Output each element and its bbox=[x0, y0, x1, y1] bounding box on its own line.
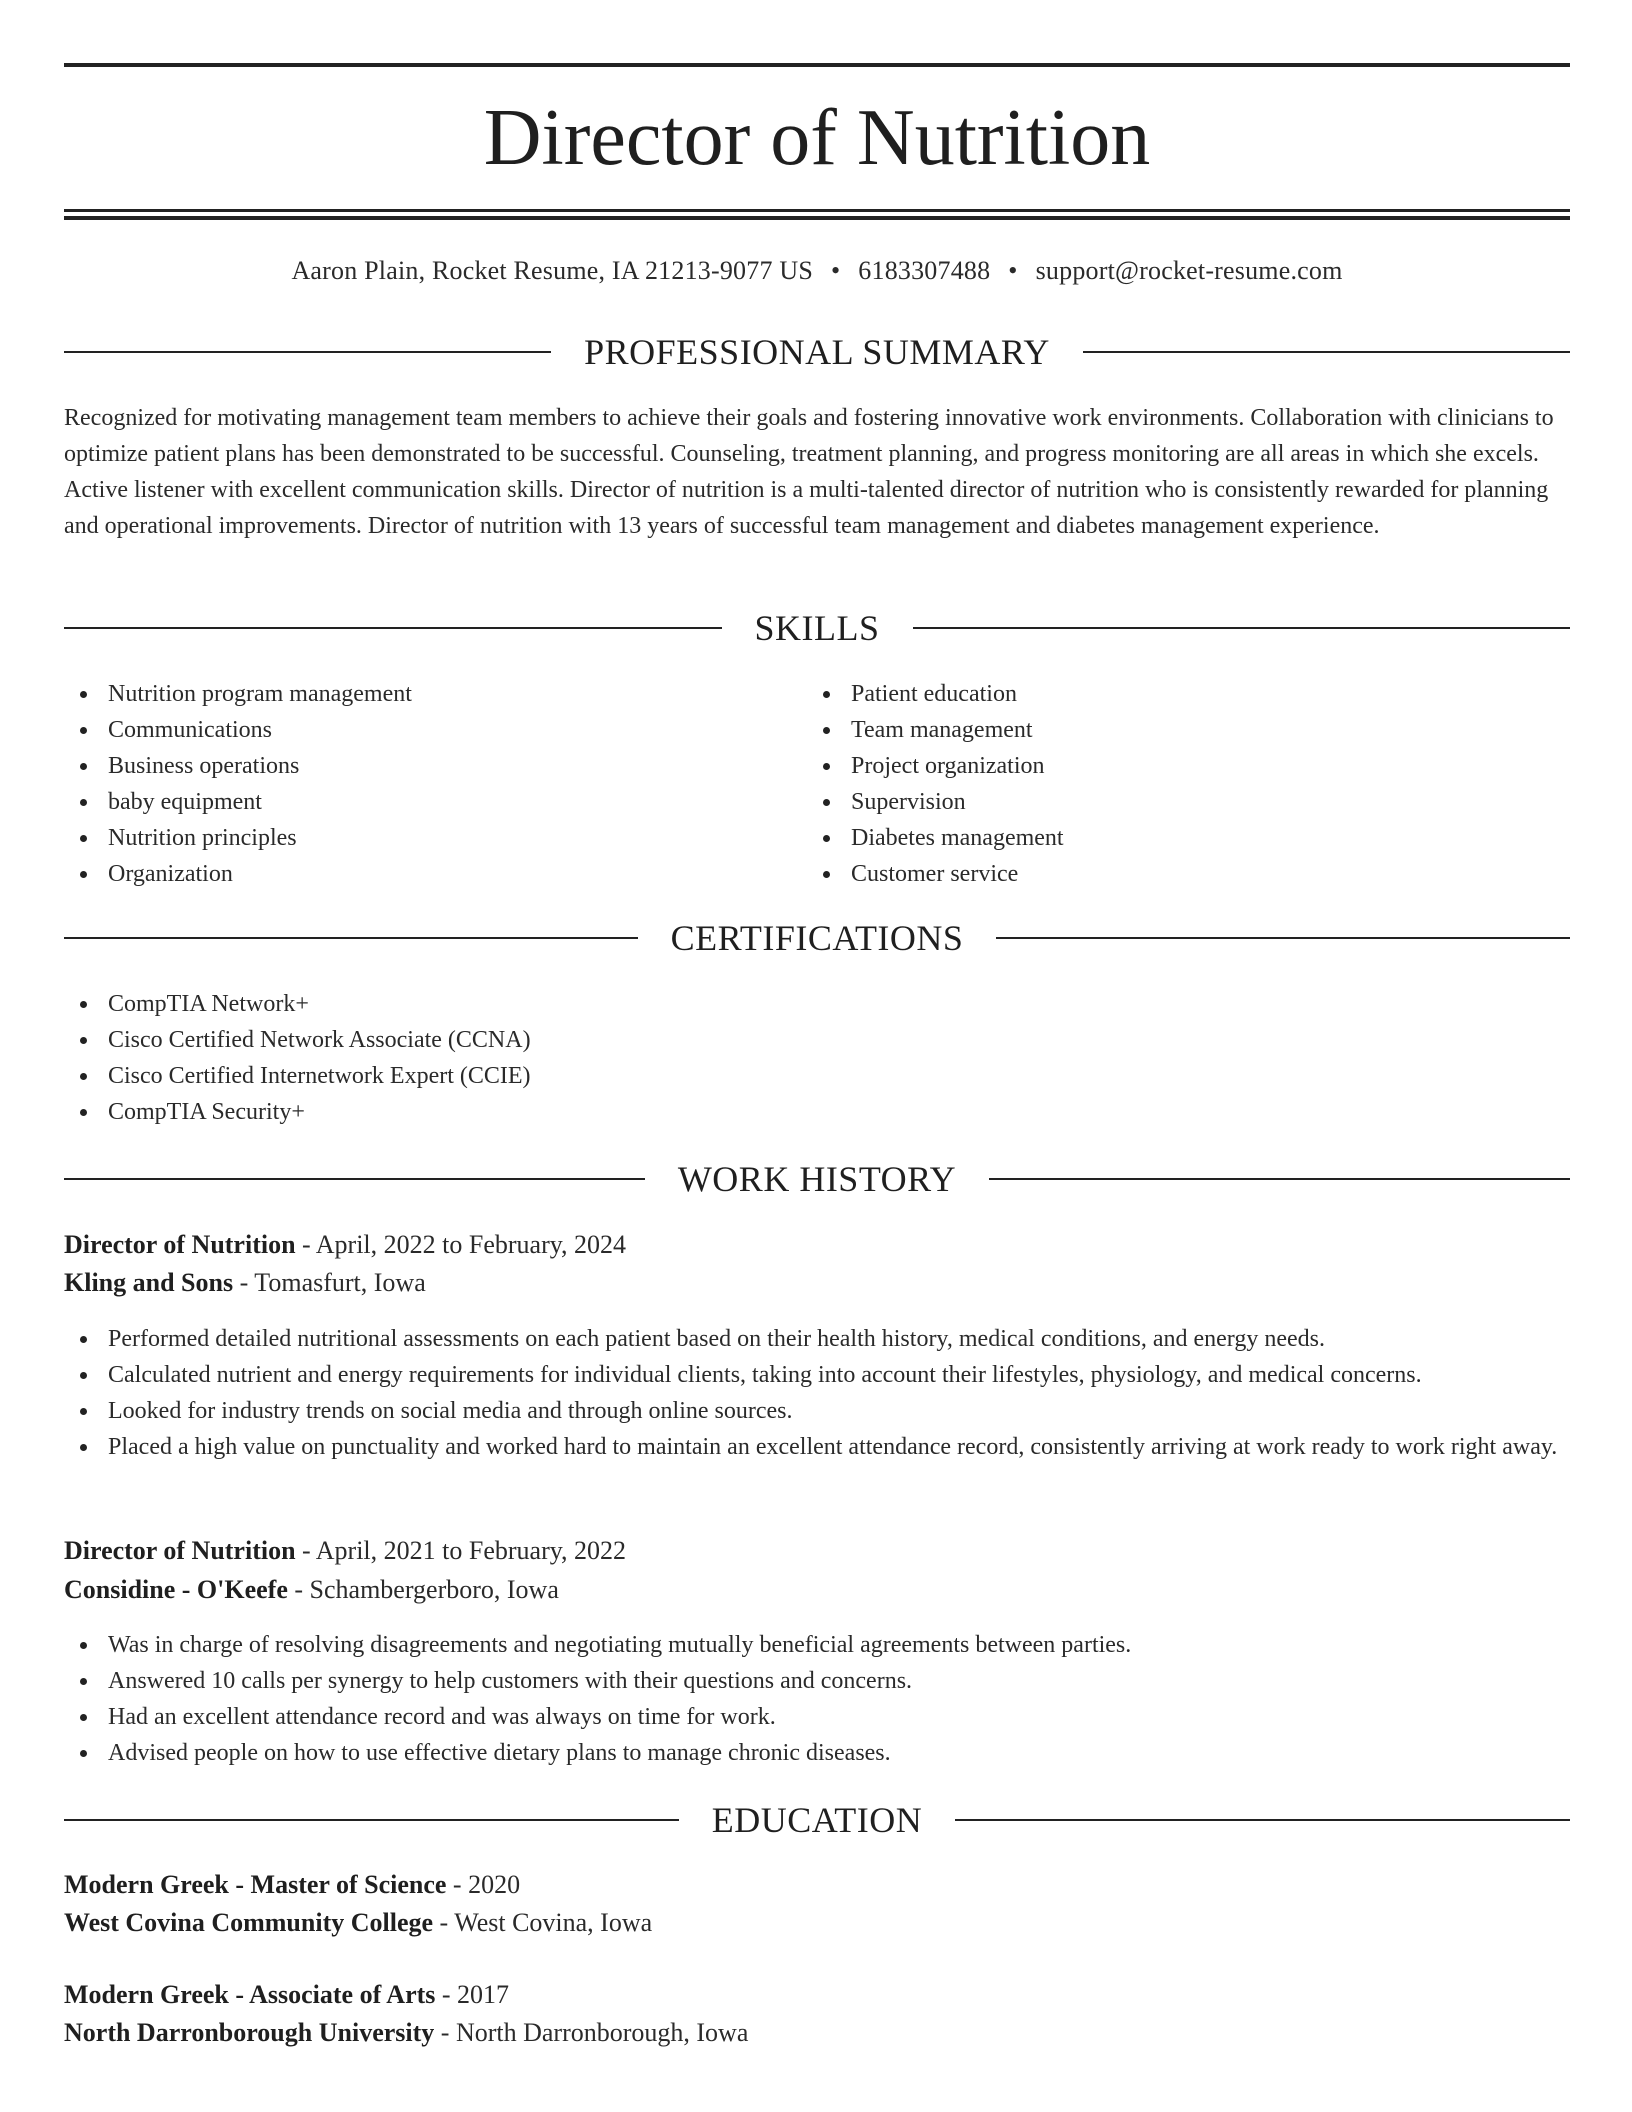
job-bullet: Performed detailed nutritional assessments on each patient based on their health history, medical conditions, and energy needs. bbox=[108, 1326, 1325, 1352]
list-item bbox=[64, 1022, 1570, 1058]
certification-label: CompTIA Security+ bbox=[108, 1099, 305, 1125]
skills-column-right bbox=[807, 676, 1507, 892]
list-item bbox=[807, 676, 1507, 712]
summary-text: Recognized for motivating management team members to achieve their goals and fostering innovative work environments. Collaboration with clinicians to optimize patient plans has been demonstrated to be successful. Counseling, treatment planning, and progress monitoring are all areas in which she excels. Active listener with excellent communication skills. Director of nutrition is a multi-talented director of nutrition who is consistently rewarded for planning and operational improvements. Director of nutrition with 13 years of successful team management and diabetes management experience. bbox=[64, 405, 1554, 539]
education-school-line bbox=[64, 1904, 652, 1942]
skill-label: Supervision bbox=[851, 789, 966, 815]
certifications-list bbox=[64, 986, 1570, 1130]
job-bullet: Calculated nutrient and energy requirements for individual clients, taking into account their lifestyles, physiology, and medical concerns. bbox=[108, 1362, 1422, 1388]
section-title: WORK HISTORY bbox=[677, 1159, 957, 1199]
heading-rule bbox=[64, 1819, 679, 1821]
list-item bbox=[64, 676, 764, 712]
section-title: CERTIFICATIONS bbox=[670, 918, 964, 958]
skill-label: Team management bbox=[851, 717, 1033, 743]
education-degree-line bbox=[64, 1866, 520, 1904]
certification-label: CompTIA Network+ bbox=[108, 991, 309, 1017]
job-bullet: Answered 10 calls per synergy to help customers with their questions and concerns. bbox=[108, 1668, 913, 1694]
skill-label: Organization bbox=[108, 861, 233, 887]
skills-column-left bbox=[64, 676, 764, 892]
heading-rule bbox=[955, 1819, 1570, 1821]
section-heading-certifications bbox=[64, 915, 1570, 961]
section-title: EDUCATION bbox=[711, 1800, 923, 1840]
heading-rule bbox=[996, 937, 1570, 939]
job-bullet: Placed a high value on punctuality and worked hard to maintain an excellent attendance record, consistently arriving at work ready to work right away. bbox=[108, 1434, 1558, 1460]
job-title: Director of Nutrition bbox=[64, 1230, 296, 1259]
list-item bbox=[64, 1393, 1570, 1429]
skill-label: Project organization bbox=[851, 753, 1045, 779]
skill-label: Business operations bbox=[108, 753, 300, 779]
list-item bbox=[64, 1357, 1570, 1393]
list-item bbox=[64, 1735, 1570, 1771]
list-item bbox=[64, 1321, 1570, 1357]
education-year: - 2020 bbox=[446, 1870, 521, 1899]
section-heading-work bbox=[64, 1156, 1570, 1202]
education-school: West Covina Community College bbox=[64, 1908, 434, 1937]
job-company-line bbox=[64, 1571, 559, 1609]
job-company-line bbox=[64, 1264, 426, 1302]
skill-label: Communications bbox=[108, 717, 272, 743]
education-degree-line bbox=[64, 1976, 509, 2014]
education-location: - West Covina, Iowa bbox=[433, 1908, 653, 1937]
job-company: Kling and Sons bbox=[64, 1268, 234, 1297]
list-item bbox=[807, 748, 1507, 784]
list-item bbox=[64, 784, 764, 820]
section-title: SKILLS bbox=[754, 608, 880, 648]
contact-address: Aaron Plain, Rocket Resume, IA 21213-9077 US bbox=[291, 256, 813, 285]
skill-label: baby equipment bbox=[108, 789, 262, 815]
list-item bbox=[64, 712, 764, 748]
list-item bbox=[64, 748, 764, 784]
list-item bbox=[64, 986, 1570, 1022]
heading-rule bbox=[64, 1178, 645, 1180]
list-item bbox=[64, 1663, 1570, 1699]
job-title-line bbox=[64, 1532, 626, 1570]
skill-label: Customer service bbox=[851, 861, 1019, 887]
list-item bbox=[807, 784, 1507, 820]
job-bullet: Had an excellent attendance record and was always on time for work. bbox=[108, 1704, 776, 1730]
certification-label: Cisco Certified Internetwork Expert (CCIE) bbox=[108, 1063, 531, 1089]
job-bullet: Advised people on how to use effective dietary plans to manage chronic diseases. bbox=[108, 1740, 891, 1766]
education-school-line bbox=[64, 2014, 748, 2052]
certification-label: Cisco Certified Network Associate (CCNA) bbox=[108, 1027, 531, 1053]
list-item bbox=[64, 1058, 1570, 1094]
contact-email: support@rocket-resume.com bbox=[1035, 256, 1343, 285]
page-title: Director of Nutrition bbox=[483, 94, 1151, 182]
title-rule-lower bbox=[64, 216, 1570, 220]
heading-rule bbox=[1083, 351, 1570, 353]
title-rule-upper bbox=[64, 209, 1570, 212]
skill-label: Diabetes management bbox=[851, 825, 1064, 851]
heading-rule bbox=[913, 627, 1571, 629]
job-bullets bbox=[64, 1627, 1570, 1771]
education-school: North Darronborough University bbox=[64, 2018, 435, 2047]
job-title: Director of Nutrition bbox=[64, 1536, 296, 1565]
job-location: - Tomasfurt, Iowa bbox=[233, 1268, 426, 1297]
list-item bbox=[64, 1627, 1570, 1663]
heading-rule bbox=[989, 1178, 1570, 1180]
heading-rule bbox=[64, 937, 638, 939]
education-year: - 2017 bbox=[435, 1980, 510, 2009]
job-dates: - April, 2022 to February, 2024 bbox=[295, 1230, 627, 1259]
section-title: PROFESSIONAL SUMMARY bbox=[584, 332, 1050, 372]
skill-label: Patient education bbox=[851, 681, 1017, 707]
skill-label: Nutrition program management bbox=[108, 681, 412, 707]
list-item bbox=[64, 1699, 1570, 1735]
contact-separator: • bbox=[1008, 256, 1018, 285]
contact-line bbox=[64, 253, 1570, 289]
job-dates: - April, 2021 to February, 2022 bbox=[295, 1536, 627, 1565]
contact-phone: 6183307488 bbox=[858, 256, 991, 285]
education-degree: Modern Greek - Associate of Arts bbox=[64, 1980, 436, 2009]
education-location: - North Darronborough, Iowa bbox=[434, 2018, 749, 2047]
list-item bbox=[807, 712, 1507, 748]
education-degree: Modern Greek - Master of Science bbox=[64, 1870, 447, 1899]
list-item bbox=[64, 820, 764, 856]
heading-rule bbox=[64, 351, 551, 353]
contact-separator: • bbox=[830, 256, 841, 285]
job-company: Considine - O'Keefe bbox=[64, 1575, 288, 1604]
section-heading-summary bbox=[64, 329, 1570, 375]
skill-label: Nutrition principles bbox=[108, 825, 297, 851]
section-heading-education bbox=[64, 1797, 1570, 1843]
list-item bbox=[807, 856, 1507, 892]
list-item bbox=[64, 856, 764, 892]
section-heading-skills bbox=[64, 605, 1570, 651]
list-item bbox=[64, 1094, 1570, 1130]
job-bullet: Looked for industry trends on social media and through online sources. bbox=[108, 1398, 793, 1424]
list-item bbox=[807, 820, 1507, 856]
job-bullet: Was in charge of resolving disagreements and negotiating mutually beneficial agreements between parties. bbox=[108, 1632, 1132, 1658]
job-location: - Schambergerboro, Iowa bbox=[287, 1575, 559, 1604]
top-rule bbox=[64, 63, 1570, 67]
job-title-line bbox=[64, 1226, 626, 1264]
list-item bbox=[64, 1429, 1570, 1465]
heading-rule bbox=[64, 627, 722, 629]
job-bullets bbox=[64, 1321, 1570, 1465]
